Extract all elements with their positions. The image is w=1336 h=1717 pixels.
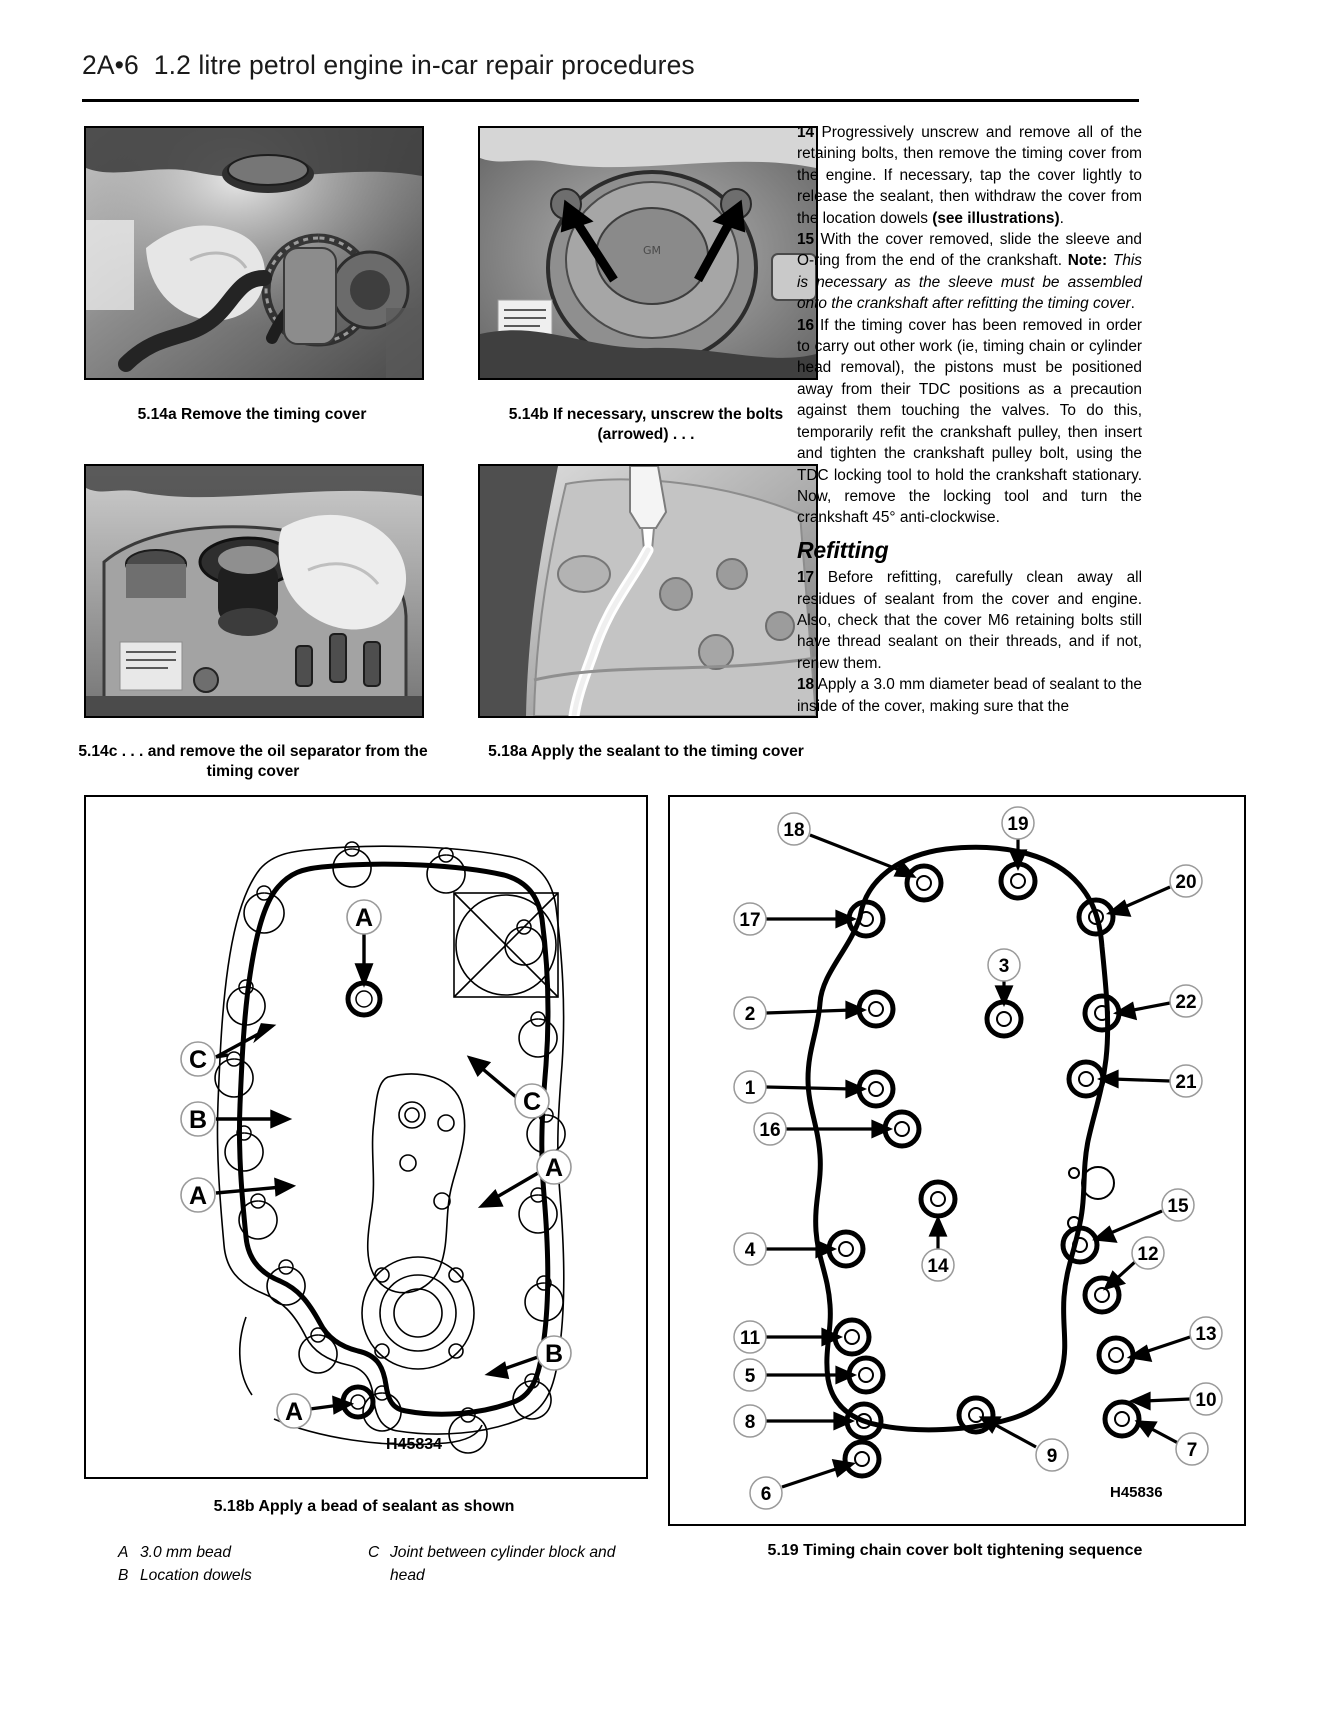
callout-a-top: A: [354, 904, 374, 932]
photo-5-14c-caption: 5.14c . . . and remove the oil separator from the timing cover: [78, 743, 428, 780]
paragraph-15-note-text: This is necessary as the sleeve must be assembled onto the crankshaft after refitting the timing cover: [797, 252, 1142, 313]
bolt-number-18: 18: [783, 820, 805, 841]
photo-5-14a-caption: 5.14a Remove the timing cover: [137, 406, 367, 423]
bolt-number-3: 3: [998, 956, 1010, 977]
paragraph-18-text: Apply a 3.0 mm diameter bead of sealant to the inside of the cover, making sure that the: [797, 676, 1142, 715]
bolt-number-6: 6: [760, 1484, 772, 1505]
bolt-number-16: 16: [759, 1120, 781, 1141]
legend-key-b: B: [118, 1566, 129, 1584]
svg-text:GM: GM: [642, 244, 662, 257]
paragraph-18: [797, 674, 1142, 717]
section-heading-refitting: Refitting: [797, 536, 889, 563]
paragraph-14-tail: .: [1059, 209, 1064, 227]
header-divider: [82, 99, 1139, 102]
page-header: [82, 50, 1242, 92]
callout-a-bottom: A: [284, 1398, 304, 1426]
callout-c-right: C: [522, 1088, 542, 1116]
bolt-number-12: 12: [1137, 1244, 1159, 1265]
photo-5-14c: [84, 464, 424, 718]
bolt-number-21: 21: [1175, 1072, 1197, 1093]
bolt-number-5: 5: [744, 1366, 756, 1387]
photo-5-14a-image: [86, 128, 422, 378]
paragraph-17-number: 17: [797, 569, 815, 587]
figure-5-18b-panel: [84, 795, 648, 1479]
figure-5-19-drawing: [670, 797, 1244, 1524]
callout-a-right: A: [544, 1154, 564, 1182]
bolt-number-22: 22: [1175, 992, 1197, 1013]
figure-5-18b-drawing: [86, 797, 646, 1477]
photo-5-14b: [478, 126, 818, 380]
legend-key-a: A: [118, 1544, 129, 1561]
bolt-number-14: 14: [927, 1256, 949, 1277]
legend-text-b: Location dowels: [140, 1566, 252, 1584]
callout-b-right: B: [544, 1340, 564, 1368]
paragraph-17-text: Before refitting, carefully clean away all residues of sealant from the cover and engine. Also, check that the cover M6 retaining bolts still have thread sealant on their threads, and if not, renew them.: [797, 569, 1143, 672]
photo-5-18a-image: [480, 466, 816, 716]
bolt-number-11: 11: [739, 1328, 761, 1349]
legend-text-a: 3.0 mm bead: [140, 1544, 232, 1561]
bolt-number-4: 4: [744, 1240, 756, 1261]
paragraph-17: [797, 567, 1142, 674]
figure-5-19-caption: 5.19 Timing chain cover bolt tightening sequence: [767, 1542, 1143, 1559]
paragraph-15: [797, 229, 1142, 315]
bolt-number-17: 17: [739, 910, 761, 931]
body-text-column: [797, 122, 1142, 717]
paragraph-16: [797, 315, 1142, 529]
photo-5-18a: [478, 464, 818, 718]
bolt-number-9: 9: [1046, 1446, 1058, 1467]
bolt-number-15: 15: [1167, 1196, 1189, 1217]
paragraph-15-text: With the cover removed, slide the sleeve and O-ring from the end of the crankshaft.: [797, 231, 1142, 270]
bolt-number-10: 10: [1195, 1390, 1217, 1411]
bolt-number-7: 7: [1186, 1440, 1198, 1461]
figure-5-18b-caption: 5.18b Apply a bead of sealant as shown: [213, 1498, 515, 1515]
paragraph-16-text: If the timing cover has been removed in order to carry out other work (ie, timing chain or cylinder head removal), the pistons must be positioned away from their TDC positions as a precaution against them touching the valves. To do this, temporarily refit the crankshaft pulley, then insert and tighten the crankshaft pulley bolt, using the TDC locking tool to hold the crankshaft stationary. Now, remove the locking tool and turn the crankshaft 45° anti-clockwise.: [797, 316, 1142, 527]
photo-5-14b-image: [480, 128, 816, 378]
bolt-number-19: 19: [1007, 814, 1029, 835]
legend-item-b: [118, 1565, 378, 1588]
paragraph-14: [797, 122, 1142, 229]
callout-a-left: A: [188, 1182, 208, 1210]
callout-c-left: C: [188, 1046, 208, 1074]
paragraph-15-note-label: Note:: [1067, 252, 1108, 270]
paragraph-14-number: 14: [797, 124, 815, 141]
page-title: 1.2 litre petrol engine in-car repair procedures: [153, 50, 695, 80]
paragraph-14-text: Progressively unscrew and remove all of the retaining bolts, then remove the timing cover from the engine. If necessary, tap the cover lightly to release the sealant, then withdraw the cover from the location dowels: [797, 124, 1143, 227]
legend-item-a: [118, 1542, 378, 1565]
paragraph-14-bold-tail: (see illustrations): [932, 209, 1060, 227]
callout-b-left: B: [188, 1106, 208, 1134]
figure-5-18b-code: H45834: [386, 1436, 443, 1453]
paragraph-16-number: 16: [797, 316, 815, 334]
legend-item-c: [368, 1542, 648, 1587]
figure-5-19-code: H45836: [1110, 1484, 1163, 1501]
photo-5-14b-caption: 5.14b If necessary, unscrew the bolts (arrowed) . . .: [508, 406, 784, 443]
figure-5-19-panel: [668, 795, 1246, 1526]
bolt-number-13: 13: [1195, 1324, 1217, 1345]
bolt-number-2: 2: [744, 1004, 756, 1025]
photo-5-14a: [84, 126, 424, 380]
photo-5-14c-image: [86, 466, 422, 716]
bolt-number-8: 8: [744, 1412, 756, 1433]
legend-key-c: C: [368, 1544, 380, 1561]
paragraph-15-number: 15: [797, 231, 815, 249]
legend-text-c: Joint between cylinder block and head: [390, 1544, 616, 1584]
paragraph-18-number: 18: [797, 676, 815, 694]
paragraph-15-tail: .: [1130, 295, 1135, 313]
bolt-number-1: 1: [744, 1078, 756, 1099]
page-folio: 2A•6: [82, 50, 139, 80]
photo-5-18a-caption: 5.18a Apply the sealant to the timing cover: [488, 743, 804, 760]
bolt-number-20: 20: [1175, 872, 1197, 893]
